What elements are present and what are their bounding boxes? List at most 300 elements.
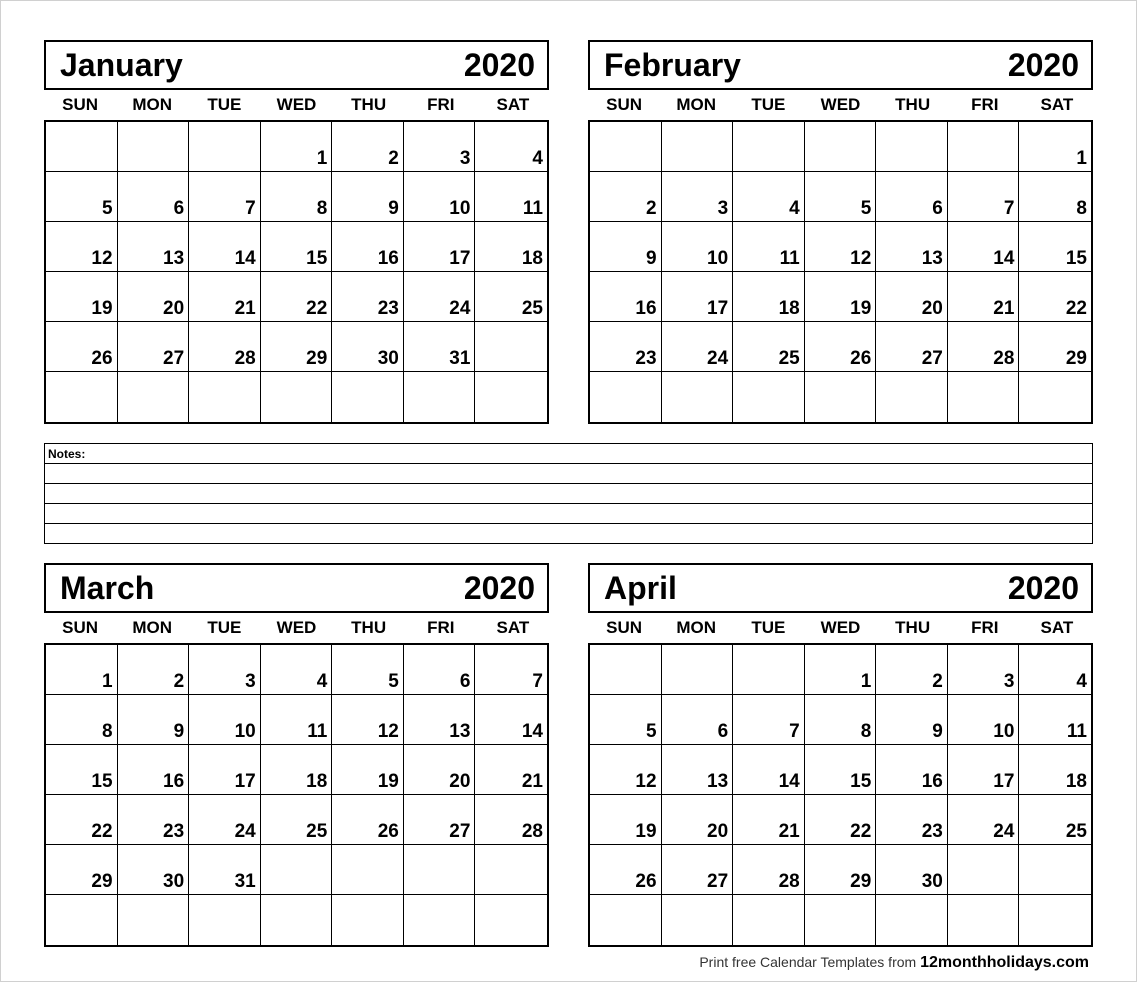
day-cell[interactable] xyxy=(590,272,662,322)
day-number: 10 xyxy=(234,721,256,742)
day-cell[interactable] xyxy=(948,322,1020,372)
day-cell[interactable] xyxy=(1019,122,1091,172)
weekday-label: TUE xyxy=(751,618,786,637)
day-number: 24 xyxy=(707,348,729,369)
day-cell[interactable] xyxy=(733,745,805,795)
day-number: 11 xyxy=(779,248,800,269)
day-cell[interactable] xyxy=(46,272,118,322)
day-cell[interactable] xyxy=(189,122,261,172)
day-cell[interactable] xyxy=(475,272,547,322)
day-cell[interactable] xyxy=(261,745,333,795)
day-number: 14 xyxy=(993,248,1015,269)
calendar-february xyxy=(588,40,1093,424)
month-year: 2020 xyxy=(463,569,535,606)
day-cell[interactable] xyxy=(1019,222,1091,272)
day-cell[interactable] xyxy=(332,272,404,322)
day-number: 9 xyxy=(932,721,943,742)
day-cell[interactable] xyxy=(475,845,547,895)
day-cell[interactable] xyxy=(805,322,877,372)
day-cell[interactable] xyxy=(261,795,333,845)
footer-site-link[interactable]: 12monthholidays.com xyxy=(920,954,1089,971)
day-number: 18 xyxy=(521,248,543,269)
month-name: February xyxy=(604,46,741,83)
day-cell[interactable] xyxy=(118,272,190,322)
day-cell[interactable] xyxy=(662,895,734,945)
day-cell[interactable] xyxy=(404,745,476,795)
weekday-label: WED xyxy=(276,618,317,637)
day-cell[interactable] xyxy=(662,845,734,895)
day-cell[interactable] xyxy=(118,172,190,222)
day-cell[interactable] xyxy=(662,645,734,695)
day-number: 20 xyxy=(921,298,943,319)
day-number: 10 xyxy=(707,248,729,269)
day-cell[interactable] xyxy=(46,845,118,895)
day-cell[interactable] xyxy=(404,845,476,895)
day-number: 14 xyxy=(778,771,800,792)
day-cell[interactable] xyxy=(46,695,118,745)
day-cell[interactable] xyxy=(948,272,1020,322)
march-header xyxy=(44,563,549,613)
weekday-header-row xyxy=(44,90,549,120)
day-cell[interactable] xyxy=(118,222,190,272)
day-cell[interactable] xyxy=(1019,845,1091,895)
day-cell[interactable] xyxy=(404,372,476,422)
day-number: 25 xyxy=(306,821,328,842)
month-name: March xyxy=(60,569,155,606)
day-number: 15 xyxy=(1065,248,1087,269)
day-cell[interactable] xyxy=(590,222,662,272)
day-cell[interactable] xyxy=(189,645,261,695)
day-cell[interactable] xyxy=(46,322,118,372)
day-number: 11 xyxy=(1066,721,1087,742)
day-cell[interactable] xyxy=(332,372,404,422)
weekday-label: SUN xyxy=(606,618,643,637)
day-number: 28 xyxy=(993,348,1015,369)
april-header xyxy=(588,563,1093,613)
day-number: 29 xyxy=(1065,348,1087,369)
day-cell[interactable] xyxy=(805,695,877,745)
day-number: 23 xyxy=(921,821,943,842)
weekday-header-row xyxy=(588,613,1093,643)
weekday-header-row xyxy=(588,90,1093,120)
day-cell[interactable] xyxy=(590,845,662,895)
day-cell[interactable] xyxy=(948,222,1020,272)
day-number: 16 xyxy=(163,771,185,792)
day-number: 8 xyxy=(101,721,113,742)
day-cell[interactable] xyxy=(189,695,261,745)
day-number: 24 xyxy=(993,821,1015,842)
weekday-label: FRI xyxy=(427,95,455,114)
day-cell[interactable] xyxy=(805,795,877,845)
day-cell[interactable] xyxy=(261,122,333,172)
day-cell[interactable] xyxy=(189,372,261,422)
day-cell[interactable] xyxy=(733,172,805,222)
day-cell[interactable] xyxy=(590,372,662,422)
day-cell[interactable] xyxy=(733,795,805,845)
day-cell[interactable] xyxy=(1019,272,1091,322)
day-grid xyxy=(588,643,1093,947)
day-number: 17 xyxy=(234,771,256,792)
day-number: 17 xyxy=(993,771,1015,792)
day-cell[interactable] xyxy=(1019,172,1091,222)
day-number: 20 xyxy=(163,298,185,319)
day-cell[interactable] xyxy=(805,222,877,272)
day-cell[interactable] xyxy=(189,322,261,372)
day-cell[interactable] xyxy=(475,795,547,845)
day-cell[interactable] xyxy=(189,172,261,222)
day-cell[interactable] xyxy=(46,372,118,422)
weekday-header-row xyxy=(44,613,549,643)
day-number: 25 xyxy=(778,348,800,369)
day-number: 1 xyxy=(316,148,328,169)
day-number: 9 xyxy=(388,198,399,219)
day-cell[interactable] xyxy=(662,172,734,222)
day-cell[interactable] xyxy=(876,222,948,272)
day-grid xyxy=(588,120,1093,424)
day-cell[interactable] xyxy=(189,795,261,845)
day-number: 19 xyxy=(377,771,399,792)
day-number: 7 xyxy=(245,198,256,219)
day-number: 5 xyxy=(101,198,113,219)
day-cell[interactable] xyxy=(332,172,404,222)
day-cell[interactable] xyxy=(261,372,333,422)
day-number: 7 xyxy=(789,721,800,742)
day-number: 21 xyxy=(993,298,1015,319)
day-number: 29 xyxy=(306,348,328,369)
day-number: 7 xyxy=(532,671,543,692)
day-number: 13 xyxy=(163,248,185,269)
day-number: 6 xyxy=(459,671,471,692)
day-cell[interactable] xyxy=(733,895,805,945)
day-cell[interactable] xyxy=(805,645,877,695)
day-cell[interactable] xyxy=(876,645,948,695)
day-cell[interactable] xyxy=(1019,322,1091,372)
day-cell[interactable] xyxy=(876,372,948,422)
day-cell[interactable] xyxy=(404,222,476,272)
day-cell[interactable] xyxy=(805,845,877,895)
day-cell[interactable] xyxy=(46,172,118,222)
month-name: January xyxy=(60,46,183,83)
day-number: 23 xyxy=(377,298,399,319)
day-cell[interactable] xyxy=(733,695,805,745)
weekday-label: FRI xyxy=(971,95,999,114)
day-cell[interactable] xyxy=(118,122,190,172)
day-cell[interactable] xyxy=(404,172,476,222)
day-cell[interactable] xyxy=(189,895,261,945)
day-cell[interactable] xyxy=(662,322,734,372)
day-number: 12 xyxy=(91,248,113,269)
weekday-label: MON xyxy=(132,618,173,637)
day-number: 25 xyxy=(521,298,543,319)
day-number: 25 xyxy=(1065,821,1087,842)
day-number: 16 xyxy=(635,298,657,319)
day-number: 15 xyxy=(850,771,872,792)
day-number: 21 xyxy=(778,821,800,842)
day-number: 28 xyxy=(778,871,800,892)
day-number: 17 xyxy=(449,248,471,269)
footer-credit xyxy=(699,954,1089,972)
day-cell[interactable] xyxy=(662,272,734,322)
day-number: 17 xyxy=(707,298,729,319)
january-header xyxy=(44,40,549,90)
day-cell[interactable] xyxy=(876,172,948,222)
day-cell[interactable] xyxy=(475,222,547,272)
weekday-label: SAT xyxy=(496,95,530,114)
day-cell[interactable] xyxy=(662,695,734,745)
day-cell[interactable] xyxy=(590,745,662,795)
day-number: 26 xyxy=(377,821,399,842)
day-cell[interactable] xyxy=(590,795,662,845)
day-cell[interactable] xyxy=(805,172,877,222)
weekday-label: SUN xyxy=(606,95,643,114)
day-number: 23 xyxy=(163,821,185,842)
weekday-label: THU xyxy=(351,95,387,114)
day-cell[interactable] xyxy=(1019,795,1091,845)
day-cell[interactable] xyxy=(590,172,662,222)
day-cell[interactable] xyxy=(475,695,547,745)
calendar-march xyxy=(44,563,549,947)
day-cell[interactable] xyxy=(261,222,333,272)
day-cell[interactable] xyxy=(332,745,404,795)
day-cell[interactable] xyxy=(46,795,118,845)
day-cell[interactable] xyxy=(733,845,805,895)
day-number: 10 xyxy=(449,198,471,219)
day-cell[interactable] xyxy=(590,645,662,695)
day-number: 13 xyxy=(921,248,943,269)
weekday-label: MON xyxy=(676,618,717,637)
day-cell[interactable] xyxy=(332,845,404,895)
day-cell[interactable] xyxy=(805,122,877,172)
day-cell[interactable] xyxy=(590,695,662,745)
weekday-label: TUE xyxy=(207,95,242,114)
day-cell[interactable] xyxy=(475,172,547,222)
day-cell[interactable] xyxy=(1019,372,1091,422)
day-cell[interactable] xyxy=(404,122,476,172)
day-number: 22 xyxy=(91,821,113,842)
day-number: 30 xyxy=(163,871,185,892)
day-number: 31 xyxy=(449,348,471,369)
day-cell[interactable] xyxy=(1019,895,1091,945)
weekday-label: THU xyxy=(351,618,387,637)
day-number: 31 xyxy=(234,871,256,892)
day-cell[interactable] xyxy=(118,795,190,845)
day-cell[interactable] xyxy=(733,122,805,172)
day-cell[interactable] xyxy=(948,845,1020,895)
day-cell[interactable] xyxy=(475,372,547,422)
weekday-label: SUN xyxy=(62,95,99,114)
day-cell[interactable] xyxy=(1019,645,1091,695)
day-cell[interactable] xyxy=(733,272,805,322)
day-cell[interactable] xyxy=(662,745,734,795)
day-cell[interactable] xyxy=(948,645,1020,695)
day-cell[interactable] xyxy=(189,845,261,895)
day-cell[interactable] xyxy=(189,222,261,272)
day-cell[interactable] xyxy=(261,272,333,322)
weekday-label: SAT xyxy=(1040,95,1074,114)
day-cell[interactable] xyxy=(733,322,805,372)
day-cell[interactable] xyxy=(805,372,877,422)
day-cell[interactable] xyxy=(475,322,547,372)
day-number: 19 xyxy=(91,298,113,319)
day-cell[interactable] xyxy=(948,372,1020,422)
day-number: 2 xyxy=(645,198,657,219)
notes-line[interactable] xyxy=(45,444,1092,464)
day-cell[interactable] xyxy=(475,895,547,945)
weekday-label: MON xyxy=(676,95,717,114)
day-cell[interactable] xyxy=(261,322,333,372)
day-cell[interactable] xyxy=(1019,745,1091,795)
weekday-label: TUE xyxy=(207,618,242,637)
day-cell[interactable] xyxy=(332,795,404,845)
day-cell[interactable] xyxy=(46,895,118,945)
day-cell[interactable] xyxy=(261,845,333,895)
day-cell[interactable] xyxy=(404,645,476,695)
day-cell[interactable] xyxy=(948,122,1020,172)
day-cell[interactable] xyxy=(876,795,948,845)
day-number: 28 xyxy=(521,821,543,842)
day-number: 20 xyxy=(449,771,471,792)
day-number: 9 xyxy=(173,721,185,742)
day-number: 9 xyxy=(645,248,657,269)
weekday-label: SAT xyxy=(1040,618,1074,637)
day-number: 11 xyxy=(522,198,543,219)
day-cell[interactable] xyxy=(662,222,734,272)
day-cell[interactable] xyxy=(46,745,118,795)
day-cell[interactable] xyxy=(948,795,1020,845)
day-number: 28 xyxy=(234,348,256,369)
day-number: 22 xyxy=(850,821,872,842)
day-number: 26 xyxy=(850,348,872,369)
day-cell[interactable] xyxy=(118,322,190,372)
day-cell[interactable] xyxy=(261,172,333,222)
day-cell[interactable] xyxy=(876,745,948,795)
day-cell[interactable] xyxy=(475,645,547,695)
day-cell[interactable] xyxy=(805,895,877,945)
day-cell[interactable] xyxy=(876,122,948,172)
day-cell[interactable] xyxy=(118,372,190,422)
day-cell[interactable] xyxy=(590,322,662,372)
day-cell[interactable] xyxy=(118,895,190,945)
day-cell[interactable] xyxy=(46,222,118,272)
day-number: 4 xyxy=(1076,671,1087,692)
day-number: 18 xyxy=(306,771,328,792)
day-cell[interactable] xyxy=(733,372,805,422)
day-number: 11 xyxy=(307,721,328,742)
weekday-label: WED xyxy=(276,95,317,114)
day-cell[interactable] xyxy=(805,745,877,795)
day-cell[interactable] xyxy=(876,322,948,372)
day-cell[interactable] xyxy=(261,645,333,695)
day-number: 14 xyxy=(521,721,543,742)
day-number: 22 xyxy=(306,298,328,319)
day-cell[interactable] xyxy=(404,795,476,845)
day-cell[interactable] xyxy=(948,695,1020,745)
day-number: 3 xyxy=(1003,671,1015,692)
notes-box[interactable] xyxy=(44,443,1093,544)
day-number: 23 xyxy=(635,348,657,369)
day-cell[interactable] xyxy=(876,895,948,945)
day-cell[interactable] xyxy=(948,895,1020,945)
day-cell[interactable] xyxy=(733,222,805,272)
day-cell[interactable] xyxy=(404,695,476,745)
day-cell[interactable] xyxy=(404,322,476,372)
day-number: 5 xyxy=(645,721,657,742)
notes-line[interactable] xyxy=(45,504,1092,524)
day-cell[interactable] xyxy=(475,745,547,795)
day-number: 16 xyxy=(921,771,943,792)
day-number: 16 xyxy=(377,248,399,269)
day-grid xyxy=(44,643,549,947)
day-cell[interactable] xyxy=(805,272,877,322)
day-number: 13 xyxy=(707,771,729,792)
notes-line[interactable] xyxy=(45,464,1092,484)
weekday-label: FRI xyxy=(427,618,455,637)
day-cell[interactable] xyxy=(332,122,404,172)
day-number: 1 xyxy=(1076,148,1087,169)
day-cell[interactable] xyxy=(46,122,118,172)
day-cell[interactable] xyxy=(118,645,190,695)
day-cell[interactable] xyxy=(590,895,662,945)
day-cell[interactable] xyxy=(590,122,662,172)
notes-line[interactable] xyxy=(45,524,1092,544)
weekday-label: SAT xyxy=(496,618,530,637)
day-cell[interactable] xyxy=(332,695,404,745)
day-cell[interactable] xyxy=(118,745,190,795)
day-cell[interactable] xyxy=(733,645,805,695)
notes-line[interactable] xyxy=(45,484,1092,504)
day-cell[interactable] xyxy=(332,895,404,945)
weekday-label: FRI xyxy=(971,618,999,637)
day-cell[interactable] xyxy=(662,122,734,172)
day-number: 12 xyxy=(850,248,872,269)
day-cell[interactable] xyxy=(662,372,734,422)
day-cell[interactable] xyxy=(876,695,948,745)
day-cell[interactable] xyxy=(332,645,404,695)
day-cell[interactable] xyxy=(261,695,333,745)
day-number: 14 xyxy=(234,248,256,269)
day-cell[interactable] xyxy=(332,322,404,372)
day-number: 8 xyxy=(316,198,328,219)
day-grid xyxy=(44,120,549,424)
day-cell[interactable] xyxy=(404,895,476,945)
day-cell[interactable] xyxy=(118,695,190,745)
day-cell[interactable] xyxy=(261,895,333,945)
day-number: 18 xyxy=(1065,771,1087,792)
day-cell[interactable] xyxy=(662,795,734,845)
day-cell[interactable] xyxy=(118,845,190,895)
day-cell[interactable] xyxy=(404,272,476,322)
weekday-label: THU xyxy=(895,618,931,637)
day-number: 10 xyxy=(993,721,1015,742)
day-cell[interactable] xyxy=(189,272,261,322)
day-number: 20 xyxy=(707,821,729,842)
calendar-april xyxy=(588,563,1093,947)
day-cell[interactable] xyxy=(332,222,404,272)
day-number: 29 xyxy=(91,871,113,892)
day-number: 12 xyxy=(377,721,399,742)
day-cell[interactable] xyxy=(948,745,1020,795)
day-cell[interactable] xyxy=(876,272,948,322)
day-number: 30 xyxy=(921,871,943,892)
day-cell[interactable] xyxy=(475,122,547,172)
day-cell[interactable] xyxy=(1019,695,1091,745)
day-cell[interactable] xyxy=(876,845,948,895)
weekday-label: MON xyxy=(132,95,173,114)
day-number: 29 xyxy=(850,871,872,892)
day-cell[interactable] xyxy=(948,172,1020,222)
day-cell[interactable] xyxy=(46,645,118,695)
day-cell[interactable] xyxy=(189,745,261,795)
